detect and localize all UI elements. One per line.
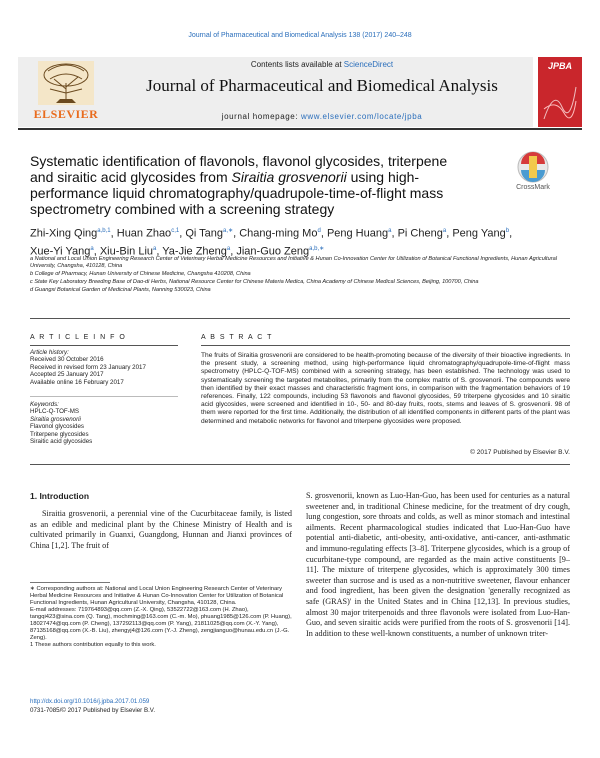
author-separator: ,	[233, 227, 240, 240]
article-info-rule	[30, 345, 178, 346]
footnote-emails[interactable]: E-mail addresses: 719764893@qq.com (Z.-X. Qing), 53522722@163.com (H. Zhao), tangqi423@sina.com (Q. Tang), mochming@163.com (C.-m. Mo), phuang1985@126.com (P. Huang), 18027474@qq.com (P. Cheng), 137292113@qq.com (P. Yang), 21811025@qq.com (X.-Y. Yang), 87135168@qq.com (X.-B. Liu), zhengyj4@126.com (Y.-J. Zheng), zengjianguo@hunau.edu.cn (J.-G. Zeng).	[30, 607, 292, 641]
contents-line	[112, 60, 532, 69]
affiliation-d: d Guangxi Botanical Garden of Medicinal Plants, Nanning 530023, China	[30, 287, 211, 293]
author-affiliation-marker[interactable]: c,1	[171, 228, 180, 234]
author-separator: ,	[179, 227, 186, 240]
author-name[interactable]: Qi Tang	[185, 227, 224, 240]
keyword-item: Flavonol glycosides	[30, 423, 84, 431]
cover-title: JPBA	[547, 61, 572, 71]
author-name[interactable]: Peng Huang	[326, 227, 389, 240]
crossmark-icon[interactable]	[503, 150, 563, 184]
title-species: Siraitia grosvenorii	[231, 169, 347, 185]
author-affiliation-marker[interactable]: a	[90, 245, 94, 252]
author-name[interactable]: Pi Cheng	[397, 227, 443, 240]
journal-cover[interactable]	[538, 57, 582, 127]
keywords	[30, 401, 180, 445]
author-name[interactable]: Huan Zhao	[116, 227, 172, 240]
journal-title: Journal of Pharmaceutical and Biomedical Analysis	[146, 76, 498, 95]
author-affiliation-marker[interactable]: a	[442, 228, 447, 234]
crossmark-label: CrossMark	[516, 184, 550, 191]
history-label: Article history:	[30, 349, 69, 356]
author-affiliation-marker[interactable]: a	[388, 228, 392, 234]
history-online: Available online 16 February 2017	[30, 378, 124, 386]
author-affiliation-marker[interactable]: b	[505, 228, 510, 234]
keywords-label: Keywords:	[30, 401, 59, 408]
author-name[interactable]: Zhi-Xing Qing	[30, 227, 98, 240]
footnote-corresponding: ∗ Corresponding authors at: National and Local Union Engineering Research Center of Veterinary Herbal Medicine Resources and Initiative & Hunan Co-Innovation Center for Utilization of Botanical Functional Ingredients, Hunan Agricultural University, Changsha, 410128, China.	[30, 586, 284, 606]
author-name[interactable]: Xiu-Bin Liu	[99, 245, 154, 258]
history-revised: Received in revised form 23 January 2017	[30, 363, 146, 371]
affiliation-c: c State Key Laboratory Breeding Base of Dao-di Herbs, National Resource Center for Chinese Materia Medica, China Academy of Chinese Medical Sciences, Beijing, 100700, China	[30, 279, 479, 285]
introduction-column-2	[306, 491, 570, 639]
intro-paragraph-2: S. grosvenorii, known as Luo-Han-Guo, has been used for centuries as a natural sweetener and, in traditional Chinese medicine, for the treatment of dry cough, lung congestion, sore throats and colds, as well as minor stomach and intestinal ailments. Recent pharmacological studies indicated that Luo-Han-Guo have potential anti-diabetic, anti-obesity, anti-oxidative, anti-cancer, anti-asthmatic and immuno-regulating effects [3–8]. Triterpene glycosides, which is a group of cucurbitane-type compound, are regarded as the main active constituents [9–11]. The mixture of triterpene glycosides, which is approximately 300 times sweeter than sucrose and is used as a non-nutritive sweetener, flavour enhancer and food ingredient, has been given the designation 'generally recognized as safe (GRAS)' in the United States and in China [12,13]. In previous studies, almost 30 major triterpenoids and three flavonols were isolated from Luo-Han-Guo, and seven siraitic acids were purified from the roots of S. grosvenorii [14]. In addition to these well-known constituents, a number of unknown triter-	[306, 491, 570, 638]
homepage-link[interactable]: www.elsevier.com/locate/jpba	[301, 112, 423, 121]
footnote-equal-contribution: 1 These authors contribution equally to this work.	[30, 642, 156, 648]
author-separator: ,	[93, 245, 100, 258]
keywords-separator	[30, 396, 178, 397]
homepage-line	[112, 112, 532, 121]
doi-link[interactable]: http://dx.doi.org/10.1016/j.jpba.2017.01.059	[30, 698, 150, 705]
journal-citation[interactable]: Journal of Pharmaceutical and Biomedical Analysis 138 (2017) 240–248	[188, 32, 412, 39]
abstract-copyright: © 2017 Published by Elsevier B.V.	[470, 449, 570, 456]
keyword-item: Siraitic acid glycosides	[30, 438, 93, 446]
author-separator: ,	[446, 227, 453, 240]
keyword-item: HPLC-Q-TOF-MS	[30, 408, 80, 416]
keyword-item: Siraitia grosvenorii	[30, 415, 81, 423]
article-title	[30, 153, 470, 217]
contents-prefix: Contents lists available at	[250, 60, 344, 69]
intro-paragraph-1: Siraitia grosvenorii, a perennial vine of the Cucurbitaceae family, is listed as an edible and medicinal plant by the Chinese Ministry of Health and is cultivated primarily in Guanxi, Guangdong, Hunnan and Jianxi provinces of China [1,2]. The fruit of	[30, 509, 292, 550]
author-affiliation-marker[interactable]: a,∗	[223, 228, 234, 234]
issn-line: 0731-7085/© 2017 Published by Elsevier B.V.	[30, 707, 156, 714]
author-name[interactable]: Peng Yang	[452, 227, 506, 240]
abstract-text: The fruits of Siraitia grosvenorii are considered to be health-promoting because of the diversity of their bioactive ingredients. In the present study, a screening method, using high-performance liquid chromatography/quadrupole-time-of-flight mass spectrometry (HPLC-Q-TOF-MS) combined with a screening strategy, has been established. The technology was used to systematically screening the targeted metabolites, primarily from the complex matrix of S. grosvenorii. The compounds were then identified by their exact masses and characteristic fragment ions, in comparison with the fragmentation behaviors of 19 references. Finally, 122 compounds, including 53 flavonols and flavonol glycosides, 59 triterpene glycosides and 10 siraitic acid glycosides, were screened and identified in 10-, 50- and 80-day fruits, roots, stems and leaves of S. grosvenorii. 98 of them were reported for the first time. Additionally, the distribution of all identified components in different parts of the plant was determined and metabolic networks for flavonol and triterpene glycosides were proposed.	[201, 352, 570, 425]
author-name[interactable]: Xue-Yi Yang	[30, 245, 91, 258]
article-history	[30, 349, 180, 386]
introduction-heading: 1. Introduction	[30, 491, 90, 501]
affiliation-b: b College of Pharmacy, Hunan University of Chinese Medicine, Changsha 410208, China	[30, 271, 251, 277]
author-name[interactable]: Ya-Jie Zheng	[162, 245, 227, 258]
author-affiliation-marker[interactable]: a	[226, 245, 231, 252]
title-part-1: Systematic identification of flavonols, flavonol glycosides, triterpene and siraitic acid glycosides from	[30, 153, 448, 185]
author-affiliation-marker[interactable]: a,b,1	[97, 228, 111, 234]
abstract-rule	[201, 345, 570, 346]
author-affiliation-marker[interactable]: a,b,∗	[309, 245, 325, 252]
elsevier-wordmark: ELSEVIER	[33, 107, 99, 121]
author-affiliation-marker[interactable]: d	[317, 228, 321, 234]
masthead-rule	[18, 128, 582, 130]
author-separator: ,	[320, 227, 327, 240]
author-separator: ,	[110, 227, 117, 240]
author-list	[30, 224, 530, 259]
author-separator: ,	[156, 245, 163, 258]
footnotes	[30, 586, 292, 649]
affiliations	[30, 256, 570, 295]
affiliation-rule	[30, 318, 570, 319]
homepage-prefix: journal homepage:	[221, 112, 301, 121]
introduction-column-1	[30, 509, 292, 551]
abstract-heading: A B S T R A C T	[201, 334, 273, 341]
keyword-item: Triterpene glycosides	[30, 430, 89, 438]
abstract-bottom-rule	[30, 464, 570, 465]
title-part-2: using high-performance liquid chromatography/quadrupole-time-of-flight mass spectrometry combined with a screening strategy	[30, 169, 444, 217]
author-separator: ,	[391, 227, 398, 240]
cover-graphic-icon	[542, 79, 578, 123]
history-accepted: Accepted 25 January 2017	[30, 371, 104, 379]
author-name[interactable]: Chang-ming Mo	[239, 227, 318, 240]
history-received: Received 30 October 2016	[30, 356, 104, 364]
author-separator: ,	[230, 245, 237, 258]
sciencedirect-link[interactable]: ScienceDirect	[343, 60, 394, 69]
affiliation-a: a National and Local Union Engineering Research Center of Veterinary Herbal Medicine Resources and Initiative & Hunan Co-Innovation Center for Utilization of Botanical Functional Ingredients, Hunan Agricultural University, Changsha, 410128, China	[30, 256, 557, 269]
author-affiliation-marker[interactable]: a	[153, 245, 157, 252]
author-separator: ,	[509, 227, 513, 240]
author-name[interactable]: Jian-Guo Zeng	[236, 245, 310, 258]
article-info-heading: A R T I C L E I N F O	[30, 334, 127, 341]
footnote-rule	[30, 582, 110, 583]
